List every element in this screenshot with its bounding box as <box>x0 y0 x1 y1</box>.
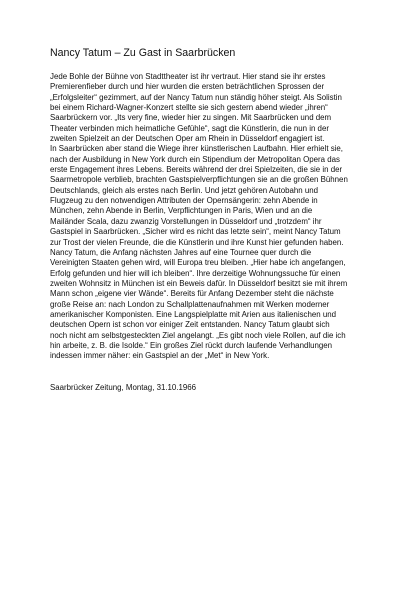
body-line: noch nicht am selbstgesteckten Ziel angelangt. „Es gibt noch viele Rollen, auf die ich <box>50 330 346 340</box>
body-line: Saarbrückern vor. „Its very fine, wieder hier zu singen. Mit Saarbrücken und dem <box>50 113 332 123</box>
source-citation: Saarbrücker Zeitung, Montag, 31.10.1966 <box>50 383 197 392</box>
body-line: Flugzeug zu den notwendigen Attributen der Opernsängerin: zehn Abende in <box>50 196 318 206</box>
body-line: indessen immer näher: ein Gastspiel an der „Met“ in New York. <box>50 351 270 361</box>
body-line: In Saarbrücken aber stand die Wiege ihrer künstlerischen Laufbahn. Hier erhielt sie, <box>50 144 343 154</box>
body-line: Erfolg gefunden und hier will ich bleiben“. Ihre derzeitige Wohnungssuche für einen <box>50 268 341 278</box>
body-line: zur Trost der vielen Freunde, die die Künstlerin und ihre Kunst hier gefunden haben. <box>50 237 344 247</box>
body-line: Vereinigten Staaten gehen wird, will Europa treu bleiben. „Hier habe ich angefangen, <box>50 258 346 268</box>
article-body <box>50 72 380 362</box>
document-title: Nancy Tatum – Zu Gast in Saarbrücken <box>50 47 236 59</box>
body-line: zweiten Wohnsitz in München ist ein Beweis dafür. In Düsseldorf besitzt sie mit ihrem <box>50 278 348 288</box>
body-line: Mann schon „eigene vier Wände“. Bereits für Anfang Dezember steht die nächste <box>50 289 334 299</box>
body-line: München, zehn Abende in Berlin, Verpflichtungen in Paris, Wien und an die <box>50 206 313 216</box>
body-line: „Erfolgsleiter“ gezimmert, auf der Nancy Tatum nun ständig höher steigt. Als Solistin <box>50 92 342 102</box>
body-line: große Reise an: nach London zu Schallplattenaufnahmen mit Werken moderner <box>50 299 330 309</box>
body-line: deutschen Opern ist schon vor einiger Zeit entstanden. Nancy Tatum glaubt sich <box>50 320 330 330</box>
body-line: Theater verbinden mich heimatliche Gefühle“, sagt die Künstlerin, die nun in der <box>50 123 329 133</box>
body-line: Saarmetropole verblieb, brachten Gastspielverpflichtungen sie an die großen Bühnen <box>50 175 348 185</box>
body-line: Mailänder Scala, dazu zwanzig Vorstellungen in Düsseldorf und „trotzdem“ ihr <box>50 216 322 226</box>
body-line: Jede Bohle der Bühne von Stadttheater ist ihr vertraut. Hier stand sie ihr erstes <box>50 72 326 81</box>
body-line: erste Engagement ihres Lebens. Bereits während der drei Spielzeiten, die sie in der <box>50 165 343 175</box>
body-line: Nancy Tatum, die Anfang nächsten Jahres auf eine Tournee quer durch die <box>50 247 312 257</box>
body-line: Deutschlands, gleich als erstes nach Berlin. Und jetzt gehören Autobahn und <box>50 185 319 195</box>
body-line: Premierenfieber durch und hier wurden die ersten beträchtlichen Sprossen der <box>50 82 325 92</box>
body-line: amerikanischer Komponisten. Eine Langspielplatte mit Arien aus italienischen und <box>50 309 336 319</box>
body-line: hin arbeite, z. B. die Isolde.“ Ein großes Ziel rückt durch laufende Verhandlungen <box>50 340 333 350</box>
body-line: Gastspiel in Saarbrücken. „Sicher wird es nicht das letzte sein“, meint Nancy Tatum <box>50 227 341 237</box>
body-line: zweiten Spielzeit an der Deutschen Oper am Rhein in Düsseldorf engagiert ist. <box>50 134 325 144</box>
body-line: bei einem Richard-Wagner-Konzert stellte sie sich gestern abend wieder „ihren“ <box>50 103 328 113</box>
body-line: nach der Ausbildung in New York durch ein Stipendium der Metropolitan Opera das <box>50 154 340 164</box>
